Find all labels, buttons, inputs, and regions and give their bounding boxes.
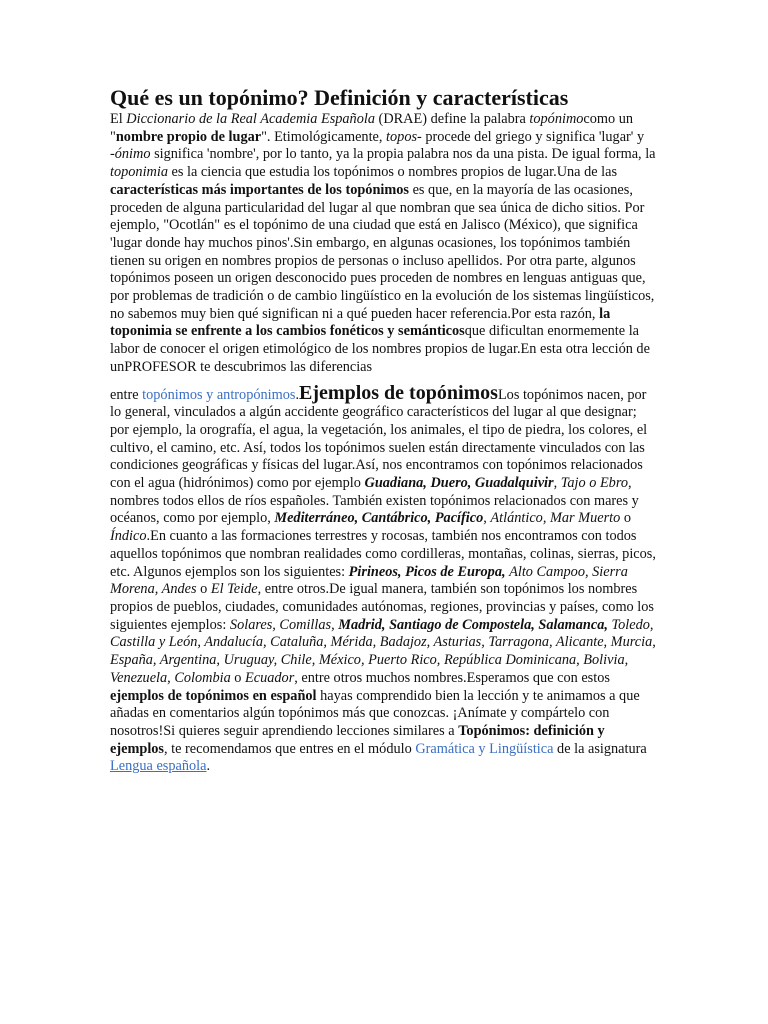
italic-text: El Teide [210, 581, 258, 598]
text-run: hayas comprendido bien la lección y te animamos a que añadas en comentarios algún topónimos más que conozcas. ¡Anímate y compártelo con nosotros!Si quieres seguir aprendiendo lecciones similares a [110, 687, 640, 739]
text-run: , entre otros muchos nombres.Esperamos que con estos [294, 669, 610, 686]
text-run: de la asignatura [553, 740, 647, 757]
text-run: El [110, 111, 127, 127]
text-run: es la ciencia que estudia los topónimos o nombres propios de lugar.Una de las [167, 164, 618, 181]
text-run: ". Etimológicamente, [261, 128, 387, 145]
text-run: .En cuanto a las formaciones terrestres y rocosas, también nos encontramos con todos aquellos topónimos que nombran realidades como cordilleras, montañas, colinas, sierras, picos, etc. Algunos ejemplos son los siguientes: [110, 528, 656, 580]
text-run: o [230, 669, 246, 686]
article-body [110, 111, 658, 776]
link-gramatica-linguistica[interactable]: Gramática y Lingüística [415, 740, 554, 757]
italic-text: Diccionario de la Real Academia Española [126, 111, 375, 127]
text-run: , te recomendamos que entres en el módulo [164, 740, 416, 757]
paragraph-examples [110, 381, 658, 776]
italic-text: topos [386, 128, 418, 145]
bold-text: Mediterráneo, Cantábrico, Pacífico [274, 510, 484, 527]
text-run: (DRAE) define la palabra [374, 111, 530, 127]
bold-text: nombre propio de lugar [115, 128, 262, 145]
bold-text: la toponimia se enfrente a los cambios fonéticos y semánticos [110, 305, 611, 340]
text-run: que dificultan enormemente la labor de conocer el origen etimológico de los nombres propios de lugar.En esta otra lección de unPROFESOR te descubrimos las diferencias [110, 323, 650, 375]
italic-text: Toledo, Castilla y León, Andalucía, Cataluña, Mérida, Badajoz, Asturias, Tarragona, Alicante, Murcia, España, Argentina, Uruguay, Chile, México, Puerto Rico, República Dominicana, Bolivia, Venezuela, Colombia [110, 616, 656, 686]
text-run: Los topónimos nacen, por lo general, vinculados a algún accidente geográfico característicos del lugar al que designar; por ejemplo, la orografía, el agua, la vegetación, los animales, el tipo de piedra, los colores, el cultivo, el camino, etc. Así, todos los topónimos suelen están directamente vinculados con las condiciones geográficas y físicas del lugar.Así, nos encontramos con topónimos relacionados con el agua (hidrónimos) como por ejemplo [110, 386, 648, 492]
bold-text: Topónimos: definición y ejemplos [110, 722, 605, 757]
link-toponimos-antroponimos[interactable]: topónimos y antropónimos [142, 386, 296, 403]
bold-text: ejemplos de topónimos en español [110, 687, 317, 704]
paragraph-definition [110, 111, 658, 377]
italic-text: topónimo [529, 111, 584, 127]
italic-text: Ecuador [245, 669, 295, 686]
text-run: es que, en la mayoría de las ocasiones, proceden de alguna particularidad del lugar al que nombran que sea única de dicho sitios. Por ejemplo, "Ocotlán" es el topónimo de una ciudad que está en Jalisco (México), que significa 'lugar donde hay muchos pinos'.Sin embargo, en algunas ocasiones, los topónimos también tienen su origen en nombres propios de personas o incluso apellidos. Por otra parte, algunos topónimos poseen un origen desconocido pues proceden de nombres en lenguas antiguas que, por problemas de tradición o de cambio lingüístico en la evolución de los sistemas lingüísticos, no sabemos muy bien qué significan ni a qué pueden hacer referencia.Por esta razón, [110, 181, 655, 322]
text-run: significa 'nombre', por lo tanto, ya la propia palabra nos da una pista. De igual forma, la [150, 146, 656, 163]
italic-text: Atlántico, Mar Muerto [490, 510, 621, 527]
text-run: , nombres todos ellos de ríos españoles. También existen topónimos relacionados con mares y océanos, como por ejemplo, [110, 475, 639, 527]
text-run: . [206, 758, 211, 775]
italic-text: Índico [110, 528, 147, 545]
italic-text: Tajo o Ebro [560, 475, 629, 492]
italic-text: Solares, Comillas, [229, 616, 335, 633]
page-title: Qué es un topónimo? Definición y características [110, 85, 569, 110]
italic-text: toponimia [110, 164, 168, 181]
bold-text: Madrid, Santiago de Compostela, Salamanca, [338, 616, 608, 633]
text-run: , entre otros.De igual manera, también son topónimos los nombres propios de pueblos, ciudades, comunidades autónomas, regiones, provincias y países, como los siguientes ejemplos: [110, 581, 654, 633]
bold-text: Guadiana, Duero, Guadalquivir [364, 475, 554, 492]
text-run: o [620, 510, 632, 527]
text-run: o [196, 581, 211, 598]
text-run: entre [110, 386, 143, 403]
italic-text: -ónimo [110, 146, 151, 163]
link-lengua-espanola[interactable]: Lengua española [110, 758, 207, 775]
text-run: , [553, 475, 561, 492]
italic-text: Alto Campoo, Sierra Morena, Andes [110, 563, 628, 598]
text-run: - procede del griego y significa 'lugar' y [417, 128, 645, 145]
section-heading: Ejemplos de topónimos [299, 381, 498, 404]
bold-text: características más importantes de los topónimos [110, 181, 409, 198]
text-run: , [483, 510, 491, 527]
text-run: . [295, 386, 300, 403]
bold-text: Pirineos, Picos de Europa, [348, 563, 506, 580]
text-run: como un " [110, 111, 634, 145]
